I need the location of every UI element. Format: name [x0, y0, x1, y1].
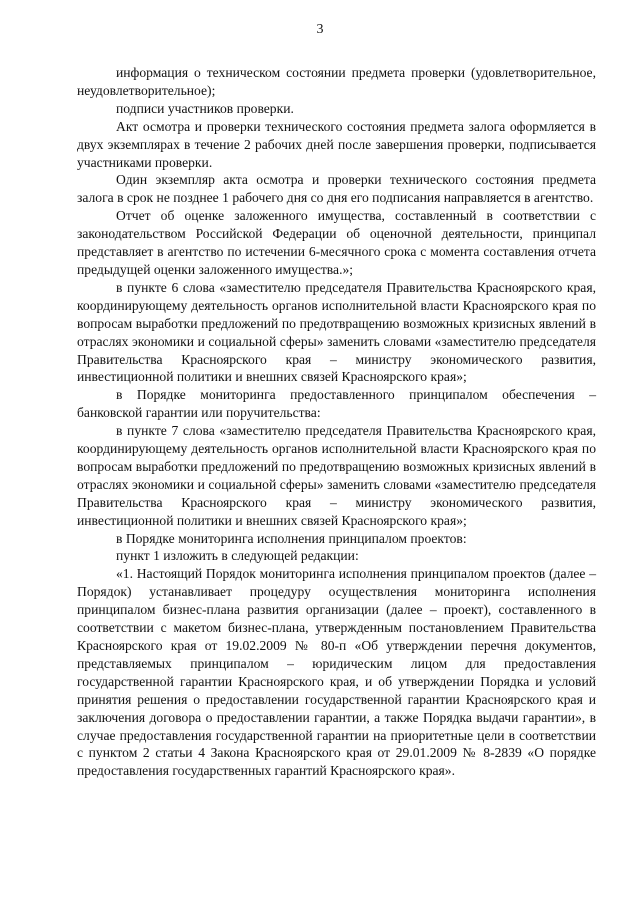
paragraph-1: информация о техническом состоянии предмета проверки (удовлетворительное, неудовлетворительное); — [77, 65, 596, 98]
paragraph-5: Отчет об оценке заложенного имущества, составленный в соответствии с законодательством Российской Федерации об оценочной деятельности, принципал представляет в агентство по истечении 6-месячного срока с момента составления отчета предыдущей оценки заложенного имущества.»; — [77, 208, 596, 277]
paragraph-6: в пункте 6 слова «заместителю председателя Правительства Красноярского края, координирующему деятельность органов исполнительной власти Красноярского края по вопросам выработки предложений по предотвращению возможных кризисных явлений в отраслях экономики и социальной сферы» заменить словами «заместителю председателя Правительства Красноярского края – министру экономического развития, инвестиционной политики и внешних связей Красноярского края»; — [77, 279, 596, 385]
paragraph-8: в пункте 7 слова «заместителю председателя Правительства Красноярского края, координирующему деятельность органов исполнительной власти Красноярского края по вопросам выработки предложений по предотвращению возможных кризисных явлений в отраслях экономики и социальной сферы» заменить словами «заместителю председателя Правительства Красноярского края – министру экономического развития, инвестиционной политики и внешних связей Красноярского края»; — [77, 423, 596, 528]
paragraph-4: Один экземпляр акта осмотра и проверки технического состояния предмета залога в срок не позднее 1 рабочего дня со дня его подписания направляется в агентство. — [77, 172, 596, 206]
paragraph-9: в Порядке мониторинга исполнения принципалом проектов: — [116, 530, 467, 546]
document-body — [77, 64, 596, 780]
paragraph-7: в Порядке мониторинга предоставленного принципалом обеспечения – банковской гарантии или поручительства: — [77, 387, 596, 421]
paragraph-11: «1. Настоящий Порядок мониторинга исполнения принципалом проектов (далее – Порядок) устанавливает процедуру осуществления мониторинга исполнения принципалом бизнес-плана развития организации (далее – проект), составленного в соответствии с макетом бизнес-плана, утвержденным постановлением Правительства Красноярского края от 19.02.2009 № 80-п «Об утверждении перечня документов, представляемых принципалом – юридическим лицом для предоставления государственной гарантии Красноярского края, и об утверждении Порядка и условий принятия решения о предоставлении государственной гарантии Красноярского края и заключения договора о предоставлении гарантии, а также Порядка выдачи гарантии», в случае предоставления государственной гарантии на приоритетные цели в соответствии с пунктом 2 статьи 4 Закона Красноярского края от 29.01.2009 № 8-2839 «О порядке предоставления государственных гарантий Красноярского края». — [77, 566, 596, 779]
paragraph-3: Акт осмотра и проверки технического состояния предмета залога оформляется в двух экземплярах в течение 2 рабочих дней после завершения проверки, подписывается участниками проверки. — [77, 118, 596, 170]
paragraph-2: подписи участников проверки. — [116, 100, 294, 116]
page-number: 3 — [316, 22, 324, 37]
paragraph-10: пункт 1 изложить в следующей редакции: — [116, 548, 359, 564]
